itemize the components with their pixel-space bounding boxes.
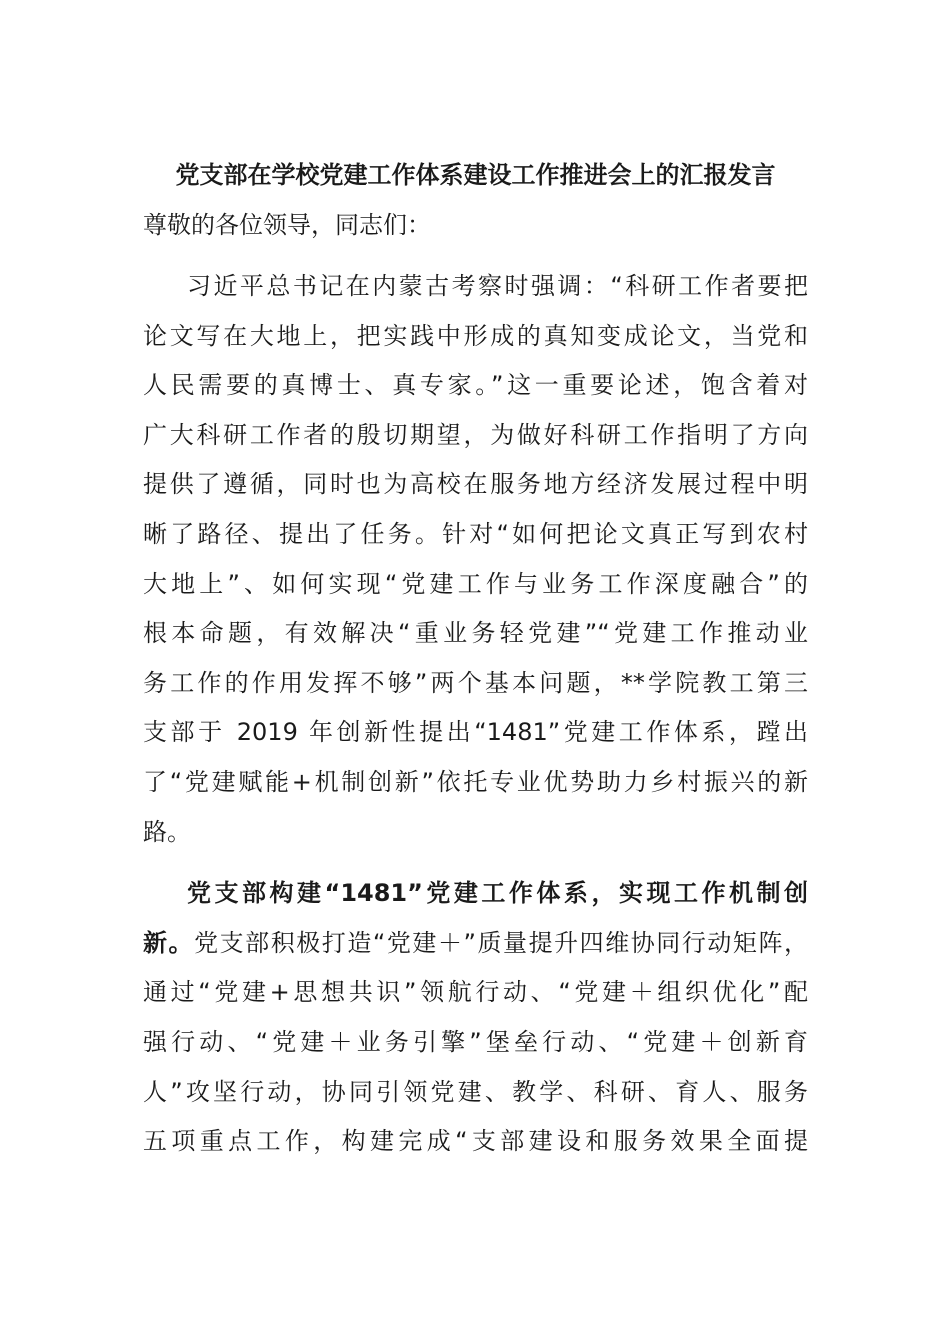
section-heading: 党支部构建“1481”党建工作体系，实现工作机制创	[187, 879, 808, 908]
salutation: 尊敬的各位领导，同志们：	[143, 211, 431, 239]
paragraph-line: 晰了路径、提出了任务。针对“如何把论文真正写到农村	[143, 519, 808, 548]
paragraph-line: 支部于 2019 年创新性提出“1481”党建工作体系，蹚出	[143, 718, 808, 747]
paragraph-line: 务工作的作用发挥不够”两个基本问题，**学院教工第三	[143, 668, 808, 697]
paragraph-line: 了“党建赋能+机制创新”依托专业优势助力乡村振兴的新	[143, 767, 808, 796]
paragraph-line: 通过“党建+思想共识”领航行动、“党建＋组织优化”配	[143, 978, 808, 1007]
paragraph-line: 强行动、“党建＋业务引擎”堡垒行动、“党建＋创新育	[143, 1027, 808, 1056]
paragraph-line: 五项重点工作，构建完成“支部建设和服务效果全面提	[143, 1127, 808, 1156]
paragraph-line: 提供了遵循，同时也为高校在服务地方经济发展过程中明	[143, 470, 808, 499]
paragraph-line: 论文写在大地上，把实践中形成的真知变成论文，当党和	[143, 321, 808, 350]
paragraph-line: 大地上”、如何实现“党建工作与业务工作深度融合”的	[143, 569, 808, 598]
paragraph-text: 党支部积极打造“党建＋”质量提升四维协同行动矩阵，	[194, 928, 808, 957]
paragraph-line	[143, 919, 808, 969]
paragraph-line: 习近平总书记在内蒙古考察时强调：“科研工作者要把	[187, 272, 808, 300]
paragraph-line: 根本命题，有效解决“重业务轻党建”“党建工作推动业	[143, 619, 808, 648]
paragraph-line: 人民需要的真博士、真专家。”这一重要论述，饱含着对	[143, 371, 808, 400]
paragraph-line: 广大科研工作者的殷切期望，为做好科研工作指明了方向	[143, 420, 808, 449]
paragraph-2	[143, 869, 808, 1167]
paragraph-line: 路。	[143, 817, 191, 846]
document-title: 党支部在学校党建工作体系建设工作推进会上的汇报发言	[175, 161, 776, 189]
paragraph-1	[143, 262, 808, 857]
document-page	[143, 150, 808, 1179]
section-heading-end: 新。	[143, 928, 195, 957]
paragraph-line: 人”攻坚行动，协同引领党建、教学、科研、育人、服务	[143, 1077, 808, 1106]
